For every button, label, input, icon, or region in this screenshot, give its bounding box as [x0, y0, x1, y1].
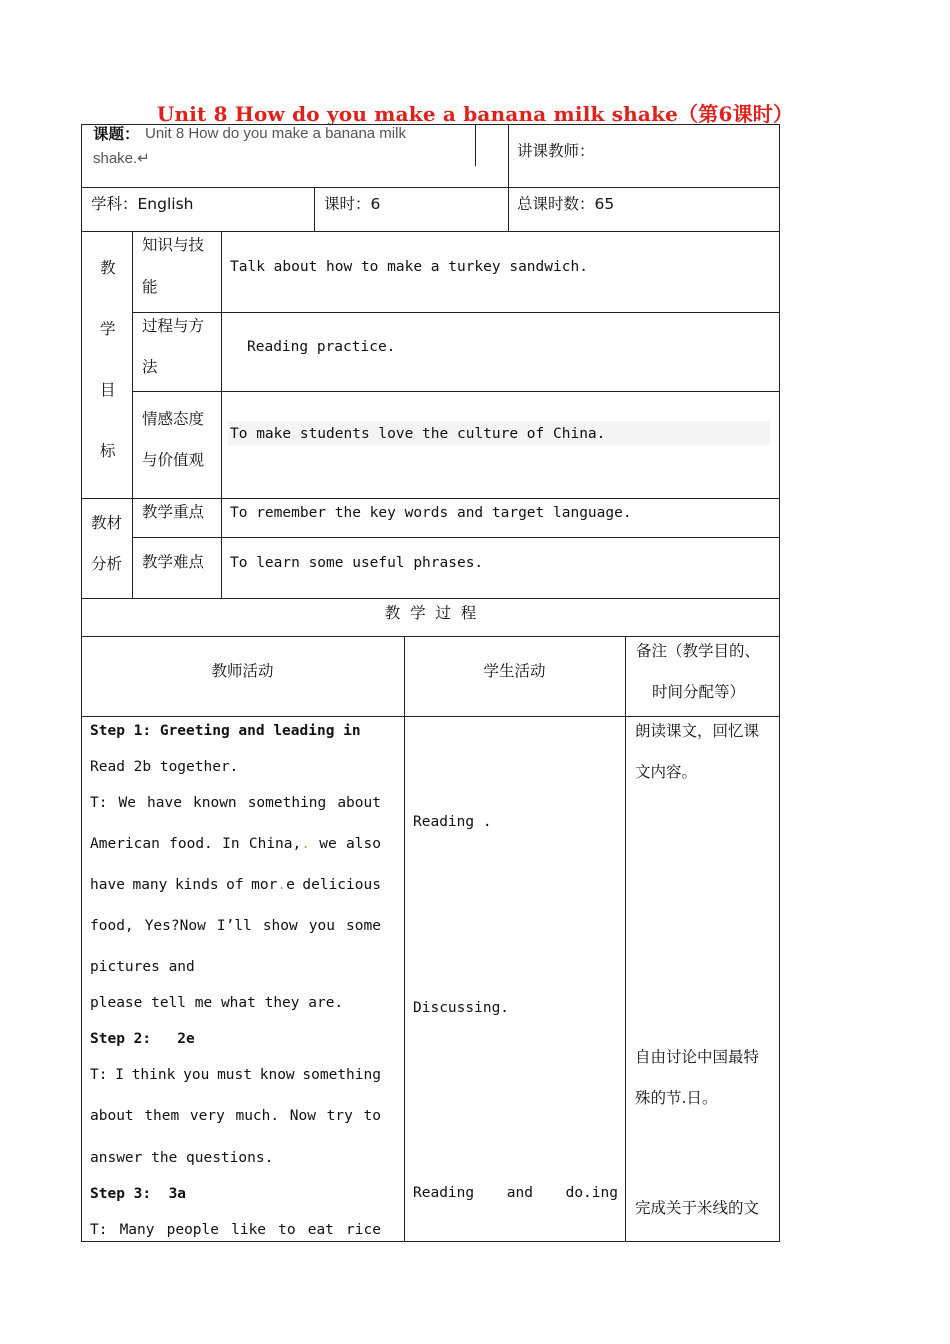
process-title: 教 学 过 程: [384, 604, 477, 622]
row-divider: [81, 598, 780, 599]
analysis-row-label: 教学难点: [142, 553, 205, 571]
col-header-note: 备注（教学目的、: [636, 642, 761, 660]
col-divider: [508, 124, 509, 231]
student-activity: Reading .: [413, 814, 492, 830]
teacher-line: Read 2b together.: [90, 759, 239, 775]
objective-label: 情感态度: [142, 410, 205, 428]
step-heading: Step 3: 3a: [90, 1186, 187, 1202]
subject-field: 学科：English: [91, 195, 194, 213]
topic-line-2: shake.↵: [93, 150, 150, 167]
row-divider: [81, 636, 780, 637]
teacher-line: T: I think you must know something: [90, 1067, 381, 1083]
col-divider: [132, 231, 133, 598]
student-word: and: [506, 1185, 533, 1201]
step-heading: Step 1: Greeting and leading in: [90, 723, 361, 739]
row-divider: [132, 537, 780, 538]
col-header-student: 学生活动: [483, 662, 546, 680]
teacher-line: American food. In China,. we also: [90, 836, 381, 852]
row-divider: [81, 716, 780, 717]
teacher-line: please tell me what they are.: [90, 995, 344, 1011]
teacher-line: pictures and: [90, 959, 195, 975]
teacher-line: food, Yes?Now I’ll show you some: [90, 918, 381, 934]
row-divider: [132, 391, 780, 392]
row-divider: [81, 231, 780, 232]
objective-label: 知识与技: [142, 236, 205, 254]
student-word: Reading: [413, 1185, 475, 1201]
teacher-line: have many kinds of mor.e delicious: [90, 877, 381, 893]
student-activity: Discussing.: [413, 1000, 510, 1016]
objective-content: Talk about how to make a turkey sandwich.: [230, 259, 588, 275]
analysis-label: 分析: [91, 555, 123, 573]
col-divider: [625, 636, 626, 1242]
teacher-line: answer the questions.: [90, 1150, 274, 1166]
teacher-label: 讲课教师：: [517, 142, 595, 160]
objective-label: 与价值观: [142, 451, 205, 469]
col-divider: [314, 187, 315, 231]
topic-line-1: Unit 8 How do you make a banana milk: [145, 125, 406, 142]
topic-label: 课题：: [93, 125, 140, 143]
analysis-row-label: 教学重点: [142, 503, 205, 521]
teacher-line: T: Many people like to eat rice: [90, 1222, 381, 1238]
objectives-label-char: 学: [100, 320, 116, 338]
student-word: do.ing: [565, 1185, 618, 1201]
note-text: 自由讨论中国最特: [635, 1048, 760, 1066]
total-lessons-field: 总课时数：65: [517, 195, 615, 213]
analysis-row-content: To remember the key words and target language.: [230, 505, 632, 521]
objective-label: 法: [142, 358, 158, 376]
note-text: 文内容。: [635, 763, 698, 781]
row-divider: [81, 498, 780, 499]
analysis-row-content: To learn some useful phrases.: [230, 555, 484, 571]
objective-label: 过程与方: [142, 317, 205, 335]
col-header-note: 时间分配等）: [652, 683, 746, 701]
note-text: 完成关于米线的文: [635, 1199, 760, 1217]
col-divider: [475, 124, 476, 166]
objectives-label-char: 标: [100, 442, 116, 460]
row-divider: [81, 187, 780, 188]
step-heading: Step 2: 2e: [90, 1031, 195, 1047]
objective-content: Reading practice.: [247, 339, 396, 355]
analysis-label: 教材: [91, 514, 123, 532]
objectives-label-char: 教: [100, 259, 116, 277]
col-header-teacher: 教师活动: [211, 662, 274, 680]
note-text: 殊的节.日。: [635, 1089, 718, 1107]
col-divider: [404, 636, 405, 1242]
note-text: 朗读课文，回忆课: [635, 722, 760, 740]
objectives-label-char: 目: [100, 381, 116, 399]
lesson-field: 课时：6: [324, 195, 381, 213]
teacher-line: about them very much. Now try to: [90, 1108, 381, 1124]
objective-content: To make students love the culture of China.: [230, 426, 606, 442]
document-title: Unit 8 How do you make a banana milk shake（第6课时）: [156, 102, 794, 126]
student-activity: [413, 1183, 618, 1203]
row-divider: [132, 312, 780, 313]
col-divider: [221, 231, 222, 598]
objective-label: 能: [142, 278, 158, 296]
teacher-line: T: We have known something about: [90, 795, 381, 811]
